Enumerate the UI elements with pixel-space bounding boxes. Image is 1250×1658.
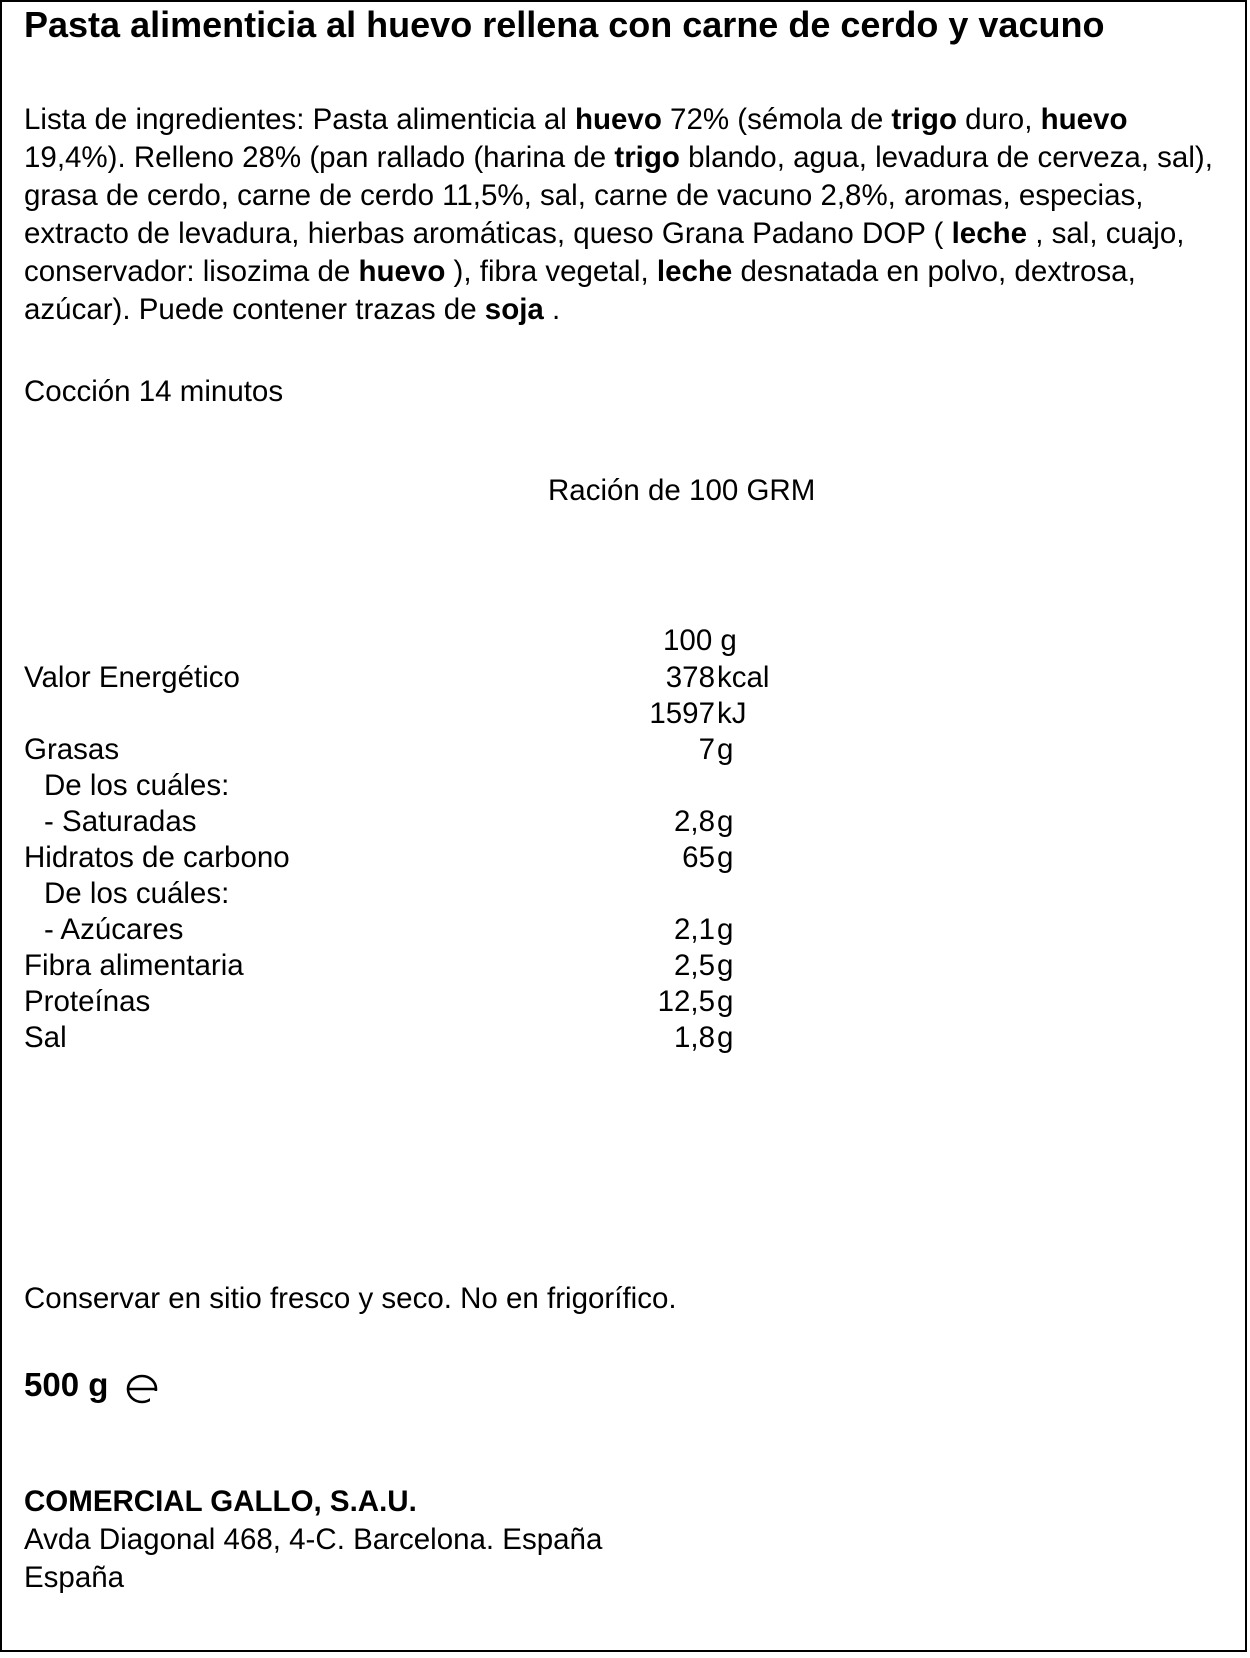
nutrition-unit: g (717, 733, 734, 766)
serving-size: Ración de 100 GRM (548, 474, 816, 507)
ingredients-text: ), fibra vegetal, (445, 255, 657, 288)
nutrition-label: De los cuáles: (44, 769, 230, 802)
allergen-highlight: leche (656, 255, 733, 288)
nutrition-label: Grasas (24, 733, 120, 766)
nutrition-value: 2,1 (673, 913, 715, 946)
nutrition-column-header: 100 g (663, 624, 737, 657)
nutrition-label: De los cuáles: (44, 877, 230, 910)
company-address: Avda Diagonal 468, 4-C. Barcelona. España (24, 1523, 603, 1556)
nutrition-unit: g (717, 841, 734, 874)
nutrition-unit: kcal (717, 661, 770, 694)
ingredients-text: blando, agua, levadura de cerveza, sal), grasa de cerdo, carne de cerdo 11,5%, sal, carne de vacuno 2,8%, aromas, especias, extracto de levadura, hierbas aromáticas, queso Grana Padano DOP ( (24, 141, 1213, 250)
allergen-highlight: trigo (891, 103, 957, 136)
nutrition-label: - Saturadas (44, 805, 197, 838)
nutrition-label: Proteínas (24, 985, 151, 1018)
nutrition-label: Hidratos de carbono (24, 841, 290, 874)
storage-instructions: Conservar en sitio fresco y seco. No en frigorífico. (24, 1282, 677, 1315)
nutrition-value: 12,5 (657, 985, 715, 1018)
allergen-highlight: huevo (574, 103, 662, 136)
nutrition-label: Fibra alimentaria (24, 949, 244, 982)
allergen-highlight: soja (484, 293, 544, 326)
ingredients-text: duro, (956, 103, 1041, 136)
nutrition-label: Valor Energético (24, 661, 240, 694)
nutrition-value: 1,8 (673, 1021, 715, 1054)
e-mark-icon (124, 1363, 164, 1407)
ingredients-text: desnatada en polvo, dextrosa, azúcar). Puede contener trazas de (24, 255, 1136, 326)
ingredients-list (24, 101, 1224, 329)
nutrition-unit: g (717, 949, 734, 982)
nutrition-label: - Azúcares (44, 913, 184, 946)
allergen-highlight: trigo (614, 141, 680, 174)
ingredients-text: Lista de ingredientes: Pasta alimenticia al (24, 103, 575, 136)
nutrition-value: 378 (665, 661, 715, 694)
nutrition-unit: g (717, 985, 734, 1018)
nutrition-value: 2,5 (673, 949, 715, 982)
ingredients-text: 19,4%). Relleno 28% (pan rallado (harina de (24, 141, 615, 174)
nutrition-label: Sal (24, 1021, 67, 1054)
nutrition-unit: g (717, 913, 734, 946)
nutrition-value: 2,8 (673, 805, 715, 838)
nutrition-value: 1597 (649, 697, 715, 730)
cooking-time: Cocción 14 minutos (24, 375, 284, 408)
ingredients-text: . (543, 293, 561, 326)
allergen-highlight: leche (951, 217, 1028, 250)
product-title: Pasta alimenticia al huevo rellena con carne de cerdo y vacuno (24, 4, 1105, 45)
nutrition-value: 65 (682, 841, 715, 874)
ingredients-text: 72% (sémola de (661, 103, 892, 136)
allergen-highlight: huevo (358, 255, 446, 288)
nutrition-unit: g (717, 805, 734, 838)
company-name: COMERCIAL GALLO, S.A.U. (24, 1485, 417, 1518)
allergen-highlight: huevo (1040, 103, 1128, 136)
company-country: España (24, 1561, 125, 1594)
nutrition-unit: g (717, 1021, 734, 1054)
nutrition-value: 7 (698, 733, 715, 766)
net-weight: 500 g (24, 1366, 109, 1403)
nutrition-unit: kJ (717, 697, 747, 730)
ingredients-text: , sal, cuajo, conservador: lisozima de (24, 217, 1185, 288)
